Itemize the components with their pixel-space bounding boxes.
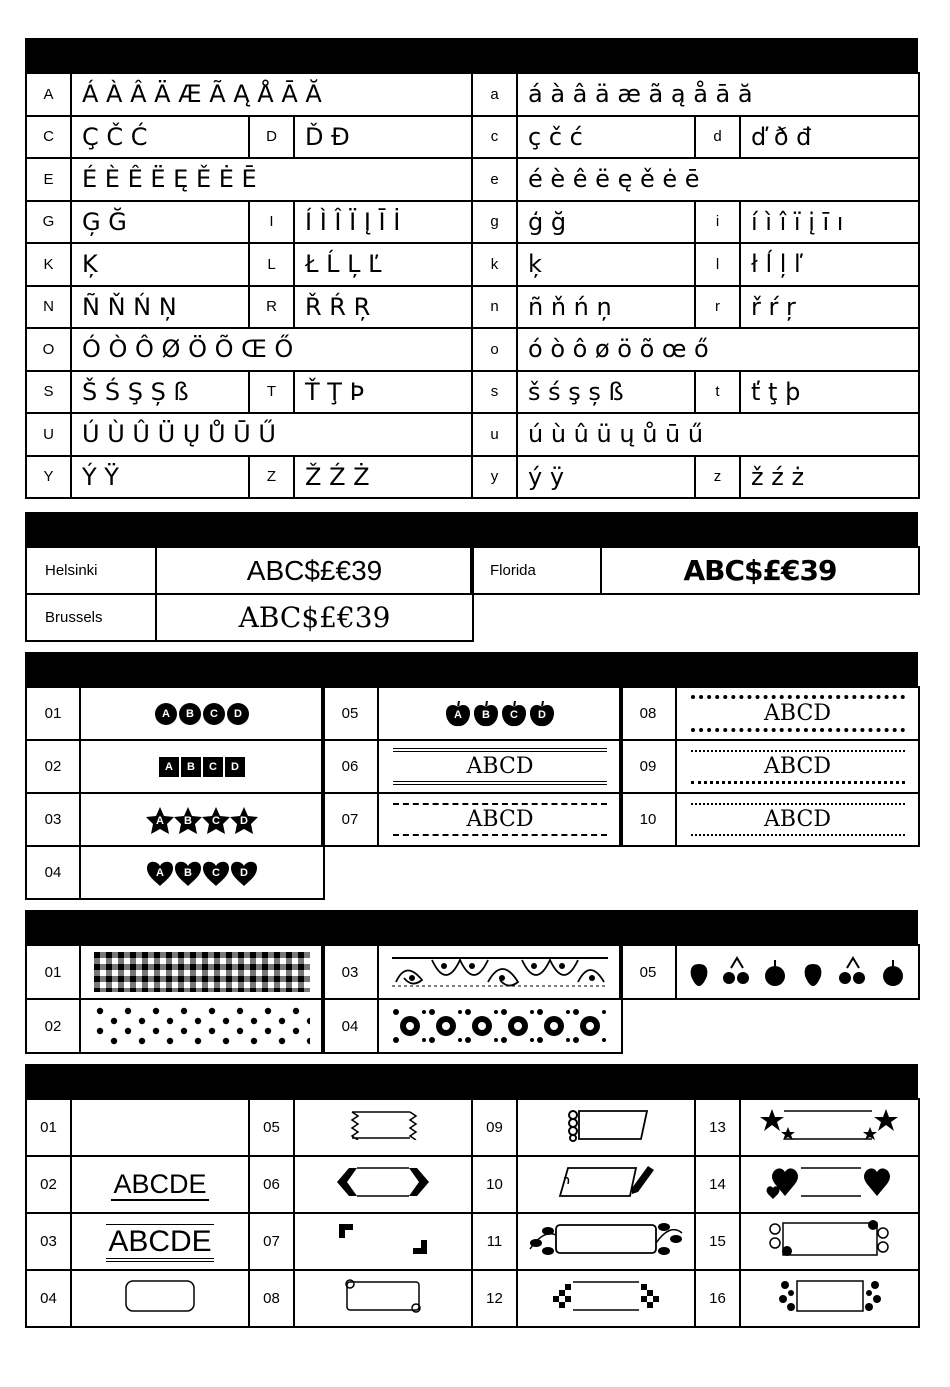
label-number: 16 (695, 1270, 740, 1327)
section-header-bar (25, 38, 918, 73)
uppercase-letter-key: Z (249, 456, 294, 499)
uppercase-letter-key: A (26, 73, 71, 116)
frame-number: 02 (26, 740, 80, 793)
font-sample-helsinki: ABC$£€39 (156, 547, 473, 594)
frame-letter: D (538, 708, 546, 721)
uppercase-accented-chars: Á À Â Ä Æ Ã Ą Å Ā Ă (71, 73, 472, 116)
frame-text: ABCD (691, 803, 905, 836)
uppercase-letter-key: D (249, 116, 294, 159)
uppercase-letter-key: O (26, 328, 71, 371)
apple-letter-icon (471, 700, 501, 728)
uppercase-accented-chars: Ř Ŕ Ŗ (294, 286, 472, 329)
fonts-table-left (25, 546, 474, 642)
frames-section (25, 652, 918, 900)
uppercase-accented-chars: Š Ś Ş Ș ß (71, 371, 249, 414)
lowercase-letter-key: r (695, 286, 740, 329)
lowercase-letter-key: a (472, 73, 517, 116)
frame-letter: D (240, 866, 248, 879)
frame-number: 07 (322, 793, 378, 846)
font-name-helsinki: Helsinki (26, 547, 156, 594)
character-row (26, 456, 919, 499)
lowercase-letter-key: s (472, 371, 517, 414)
uppercase-accented-chars: Ł Ĺ Ļ Ľ (294, 243, 472, 286)
label-spiral-note-sample (517, 1099, 695, 1156)
square-letter-icon: D (225, 757, 245, 777)
frame-number: 03 (26, 793, 80, 846)
character-row (26, 328, 919, 371)
label-text: ABCDE (113, 1169, 207, 1199)
heart-letter-icon (201, 859, 231, 887)
label-number: 13 (695, 1099, 740, 1156)
lowercase-accented-chars: ř ŕ ŗ (740, 286, 919, 329)
frame-letter: C (212, 814, 220, 827)
patterns-table-col1 (25, 944, 325, 1054)
frame-number: 06 (322, 740, 378, 793)
character-row (26, 413, 919, 456)
label-stars-sample (740, 1099, 919, 1156)
accented-characters-section (25, 38, 918, 500)
fonts-table-right (470, 546, 920, 595)
section-header-bar (25, 1064, 918, 1099)
circle-letter-icon: A (155, 703, 177, 725)
lowercase-accented-chars: é è ê ë ę ě ė ē (517, 158, 919, 201)
apple-letter-icon (527, 700, 557, 728)
frame-number: 05 (322, 687, 378, 740)
uppercase-accented-chars: Í Ì Î Ï Į Ī İ (294, 201, 472, 244)
lowercase-letter-key: c (472, 116, 517, 159)
label-number: 10 (472, 1156, 517, 1213)
uppercase-letter-key: U (26, 413, 71, 456)
circle-letter-icon: C (203, 703, 225, 725)
frame-letter: C (212, 866, 220, 879)
frame-hearts-sample (80, 846, 324, 899)
label-number: 11 (472, 1213, 517, 1270)
label-number: 08 (249, 1270, 294, 1327)
square-letter-icon: C (203, 757, 223, 777)
uppercase-accented-chars: Ç Č Ć (71, 116, 249, 159)
lowercase-letter-key: e (472, 158, 517, 201)
polka-dot-pattern-icon (80, 999, 324, 1053)
label-number: 02 (26, 1156, 71, 1213)
frame-double-line-sample (378, 740, 622, 793)
lowercase-letter-key: g (472, 201, 517, 244)
accented-characters-table (25, 72, 920, 499)
label-number: 03 (26, 1213, 71, 1270)
label-number: 12 (472, 1270, 517, 1327)
uppercase-letter-key: I (249, 201, 294, 244)
lowercase-accented-chars: ď ð đ (740, 116, 919, 159)
label-number: 04 (26, 1270, 71, 1327)
uppercase-letter-key: N (26, 286, 71, 329)
lowercase-accented-chars: ž ź ż (740, 456, 919, 499)
lowercase-accented-chars: í ì î ï į ī ı (740, 201, 919, 244)
label-chevron-sample (294, 1156, 472, 1213)
font-sample-florida: ABC$£€39 (601, 547, 919, 594)
uppercase-accented-chars: Ķ (71, 243, 249, 286)
label-number: 15 (695, 1213, 740, 1270)
lowercase-accented-chars: ú ù û ü ų ů ū ű (517, 413, 919, 456)
uppercase-letter-key: E (26, 158, 71, 201)
frame-number: 10 (620, 793, 676, 846)
label-zigzag-sample (294, 1099, 472, 1156)
label-number: 01 (26, 1099, 71, 1156)
lowercase-letter-key: o (472, 328, 517, 371)
lowercase-accented-chars: š ś ş ș ß (517, 371, 695, 414)
character-row (26, 243, 919, 286)
lowercase-accented-chars: ñ ň ń ņ (517, 286, 695, 329)
label-number: 07 (249, 1213, 294, 1270)
lowercase-accented-chars: á à â ä æ ã ą å ā ă (517, 73, 919, 116)
section-header-bar (25, 652, 918, 687)
frame-text: ABCD (691, 750, 905, 784)
star-letter-icon (229, 806, 259, 834)
label-frames-section (25, 1064, 918, 1330)
lowercase-letter-key: k (472, 243, 517, 286)
section-header-bar (25, 910, 918, 945)
pattern-number: 02 (26, 999, 80, 1053)
frame-number: 04 (26, 846, 80, 899)
fruit-pattern-icon (676, 945, 919, 999)
character-row (26, 158, 919, 201)
frame-letter: B (184, 866, 192, 879)
frame-number: 01 (26, 687, 80, 740)
frame-stars-sample (80, 793, 324, 846)
lowercase-letter-key: t (695, 371, 740, 414)
star-letter-icon (145, 806, 175, 834)
lace-pattern-icon (378, 945, 622, 999)
uppercase-accented-chars: É È Ê Ë Ę Ě Ė Ē (71, 158, 472, 201)
apple-letter-icon (443, 700, 473, 728)
label-number: 06 (249, 1156, 294, 1213)
lowercase-letter-key: l (695, 243, 740, 286)
apple-letter-icon (499, 700, 529, 728)
label-rounded-box-sample (71, 1270, 249, 1327)
uppercase-letter-key: G (26, 201, 71, 244)
uppercase-letter-key: Y (26, 456, 71, 499)
frames-table-col1 (25, 686, 325, 900)
uppercase-accented-chars: Ú Ù Û Ü Ų Ů Ū Ű (71, 413, 472, 456)
frame-apples-sample (378, 687, 622, 740)
lowercase-accented-chars: ģ ğ (517, 201, 695, 244)
character-row (26, 201, 919, 244)
frame-letter: D (240, 814, 248, 827)
lowercase-accented-chars: ý ÿ (517, 456, 695, 499)
frame-text: ABCD (393, 748, 607, 785)
label-underline-sample (71, 1156, 249, 1213)
lowercase-accented-chars: ç č ć (517, 116, 695, 159)
label-number: 09 (472, 1099, 517, 1156)
frame-dotted-sample (676, 740, 919, 793)
patterns-table-col3 (619, 944, 920, 1000)
label-number: 05 (249, 1099, 294, 1156)
lowercase-letter-key: z (695, 456, 740, 499)
lowercase-letter-key: i (695, 201, 740, 244)
label-blank-sample (71, 1099, 249, 1156)
uppercase-accented-chars: Ó Ò Ô Ø Ö Õ Œ Ő (71, 328, 472, 371)
label-pixel-arrows-sample (517, 1270, 695, 1327)
patterns-section (25, 910, 918, 1055)
label-frames-table (25, 1098, 920, 1328)
label-bubbles-sample (740, 1213, 919, 1270)
font-name-brussels: Brussels (26, 594, 156, 641)
uppercase-letter-key: C (26, 116, 71, 159)
frame-letter: C (510, 708, 518, 721)
character-row (26, 116, 919, 159)
label-number: 14 (695, 1156, 740, 1213)
font-name-florida: Florida (471, 547, 601, 594)
frames-table-col3 (619, 686, 920, 847)
lowercase-accented-chars: ó ò ô ø ö õ œ ő (517, 328, 919, 371)
square-letter-icon: A (159, 757, 179, 777)
uppercase-letter-key: L (249, 243, 294, 286)
uppercase-accented-chars: Ž Ź Ż (294, 456, 472, 499)
lowercase-letter-key: y (472, 456, 517, 499)
gingham-pattern-icon (80, 945, 324, 999)
frame-number: 09 (620, 740, 676, 793)
lowercase-accented-chars: ł ĺ ļ ľ (740, 243, 919, 286)
label-floral-sample (740, 1270, 919, 1327)
label-vine-sample (517, 1213, 695, 1270)
section-header-bar (25, 512, 918, 547)
frame-number: 08 (620, 687, 676, 740)
heart-letter-icon (145, 859, 175, 887)
pattern-number: 04 (322, 999, 378, 1053)
font-sample-brussels: ABC$£€39 (156, 594, 473, 641)
frame-text: ABCD (393, 803, 607, 836)
circle-letter-icon: B (179, 703, 201, 725)
star-letter-icon (201, 806, 231, 834)
lowercase-letter-key: u (472, 413, 517, 456)
frame-dashed-sample (378, 793, 622, 846)
star-letter-icon (173, 806, 203, 834)
lowercase-accented-chars: ť ţ þ (740, 371, 919, 414)
label-corner-brackets-sample (294, 1213, 472, 1270)
frame-letter: A (156, 814, 164, 827)
uppercase-letter-key: R (249, 286, 294, 329)
frame-letter: B (482, 708, 490, 721)
frame-letter: B (184, 814, 192, 827)
frame-letter: A (454, 708, 462, 721)
heart-letter-icon (229, 859, 259, 887)
patterns-table-col2 (321, 944, 623, 1054)
label-double-underline-sample (71, 1213, 249, 1270)
frame-squares-sample (80, 740, 324, 793)
heart-letter-icon (173, 859, 203, 887)
flower-lace-pattern-icon (378, 999, 622, 1053)
character-row (26, 73, 919, 116)
frame-letter: A (156, 866, 164, 879)
uppercase-accented-chars: Ď Đ (294, 116, 472, 159)
label-hearts-sample (740, 1156, 919, 1213)
frame-hatched-sample (676, 687, 919, 740)
lowercase-accented-chars: ķ (517, 243, 695, 286)
character-row (26, 371, 919, 414)
lowercase-letter-key: n (472, 286, 517, 329)
uppercase-letter-key: S (26, 371, 71, 414)
character-row (26, 286, 919, 329)
lowercase-letter-key: d (695, 116, 740, 159)
pattern-number: 01 (26, 945, 80, 999)
label-ornate-corners-sample (294, 1270, 472, 1327)
pattern-number: 03 (322, 945, 378, 999)
circle-letter-icon: D (227, 703, 249, 725)
uppercase-accented-chars: Ť Ţ Þ (294, 371, 472, 414)
frames-table-col2 (321, 686, 623, 847)
pattern-number: 05 (620, 945, 676, 999)
uppercase-letter-key: K (26, 243, 71, 286)
frame-circles-sample (80, 687, 324, 740)
fonts-section (25, 512, 918, 642)
frame-fine-dotted-sample (676, 793, 919, 846)
uppercase-letter-key: T (249, 371, 294, 414)
uppercase-accented-chars: Ý Ÿ (71, 456, 249, 499)
frame-text: ABCD (691, 695, 905, 732)
label-text: ABCDE (106, 1224, 213, 1262)
uppercase-accented-chars: Ñ Ň Ń Ņ (71, 286, 249, 329)
uppercase-accented-chars: Ģ Ğ (71, 201, 249, 244)
label-pencil-note-sample (517, 1156, 695, 1213)
square-letter-icon: B (181, 757, 201, 777)
